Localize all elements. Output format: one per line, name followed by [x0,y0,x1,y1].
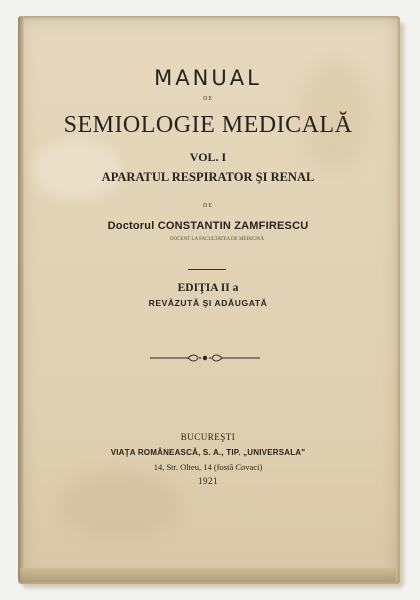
page-block-edge [20,568,396,582]
publication-city: BUCUREŞTI [180,432,236,442]
publisher-address: 14, Str. Olteu, 14 (fostă Covaci) [153,462,263,472]
author-credential: DOCENT LA FACULTATEA DE MEDICINĂ [170,237,264,242]
ornament-divider-icon [150,352,260,364]
book-subtitle: APARATUL RESPIRATOR ŞI RENAL [101,170,315,184]
edition-label: EDIŢIA II a [177,282,239,294]
author-name: Doctorul CONSTANTIN ZAMFIRESCU [107,220,309,232]
divider-rule [188,269,226,270]
volume-label: VOL. I [189,150,227,164]
publisher-name: VIAŢA ROMÂNEASCĂ, S. A., TIP. „UNIVERSALA" [110,448,306,457]
book-title: SEMIOLOGIE MEDICALĂ [63,112,353,138]
edition-note: REVĂZUTĂ ŞI ADĂUGATĂ [148,298,268,308]
connector-de: DE [203,203,213,209]
connector-de: DE [203,96,213,102]
publication-year: 1921 [198,476,218,486]
title-manual: MANUAL [154,66,262,90]
